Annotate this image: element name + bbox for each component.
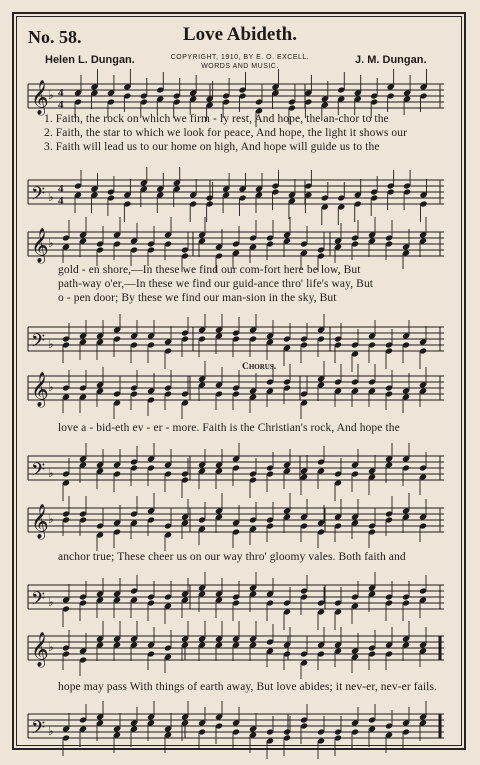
key-signature-flat: ♭ xyxy=(48,380,54,394)
chorus-line-1: love a - bid-eth ev - er - more. Faith is the Christian's rock, And hope the xyxy=(58,422,400,434)
key-signature-flat: ♭ xyxy=(48,236,54,250)
time-signature-numerator: 4 xyxy=(58,87,64,99)
treble-clef: 𝄞 xyxy=(31,632,49,667)
bass-clef: 𝄢 xyxy=(31,589,46,614)
verse-3-line-2: o - pen door; By these we find our man-sion in the sky, But xyxy=(58,292,337,304)
key-signature-flat: ♭ xyxy=(48,466,54,480)
key-signature-flat: ♭ xyxy=(48,337,54,351)
key-signature-flat: ♭ xyxy=(48,88,54,102)
verse-1-line-1: 1. Faith, the rock on which we firm - ly rest, And hope, the an-chor to the xyxy=(44,113,389,125)
chorus-line-2: anchor true; These cheer us on our way thro' gloomy vales. Both faith and xyxy=(58,551,406,563)
key-signature-flat: ♭ xyxy=(48,190,54,204)
hymn-title: Love Abideth. xyxy=(182,24,298,45)
treble-clef: 𝄞 xyxy=(31,504,49,539)
time-signature-numerator: 4 xyxy=(58,183,64,195)
verse-2-line-2: path-way o'er,—In these we find our guid-ance thro' life's way, But xyxy=(58,278,374,290)
verse-3-line-1: 3. Faith will lead us to our home on high, And hope will guide us to the xyxy=(44,141,380,153)
key-signature-flat: ♭ xyxy=(48,724,54,738)
treble-clef: 𝄞 xyxy=(31,228,49,263)
time-signature-denominator: 4 xyxy=(58,99,64,111)
bass-clef: 𝄢 xyxy=(31,331,46,356)
bass-clef: 𝄢 xyxy=(31,184,46,209)
copyright-line: COPYRIGHT, 1910, BY E. O. EXCELL. xyxy=(170,54,310,61)
hymn-number: No. 58. xyxy=(28,27,82,47)
chorus-line-3: hope may pass With things of earth away, But love abides; it nev-er, nev-er fails. xyxy=(58,681,438,693)
treble-clef: 𝄞 xyxy=(31,372,49,407)
key-signature-flat: ♭ xyxy=(48,595,54,609)
lyricist-credit: Helen L. Dungan. xyxy=(45,54,135,66)
verse-2-line-1: 2. Faith, the star to which we look for peace, And hope, the light it shows our xyxy=(44,127,408,139)
copyright-note: WORDS AND MUSIC. xyxy=(201,63,279,70)
treble-clef: 𝄞 xyxy=(31,80,49,115)
bass-clef: 𝄢 xyxy=(31,718,46,743)
verse-1-line-2: gold - en shore,—In these we find our com-fort here be low, But xyxy=(58,264,361,276)
key-signature-flat: ♭ xyxy=(48,512,54,526)
time-signature-denominator: 4 xyxy=(58,195,64,207)
composer-credit: J. M. Dungan. xyxy=(355,54,427,66)
key-signature-flat: ♭ xyxy=(48,640,54,654)
bass-clef: 𝄢 xyxy=(31,460,46,485)
chorus-label: Chorus. xyxy=(242,362,277,372)
